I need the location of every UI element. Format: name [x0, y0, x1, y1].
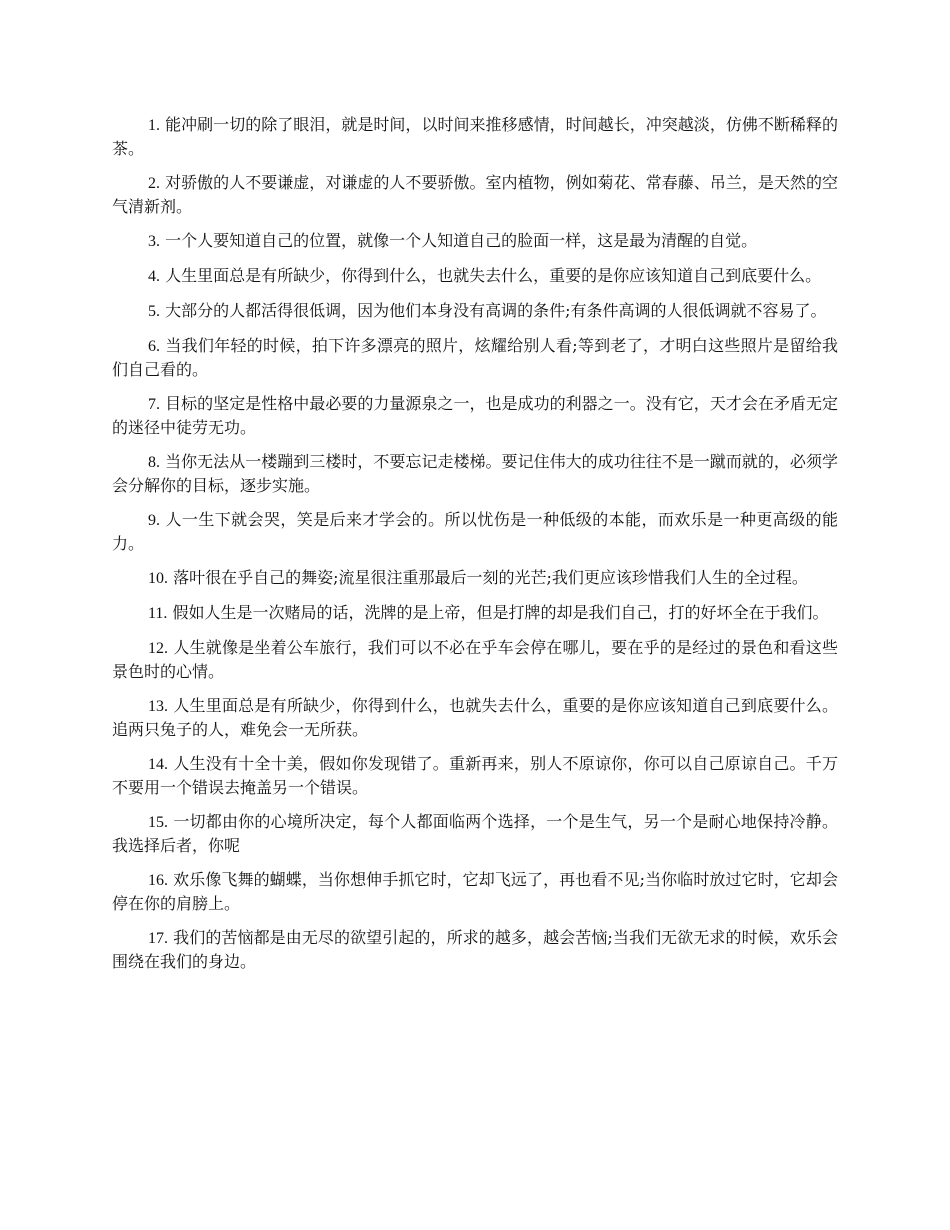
paragraph-10: [112, 566, 838, 590]
paragraph-text: 当我们年轻的时候，拍下许多漂亮的照片，炫耀给别人看;等到老了，才明白这些照片是留给我们自己看的。: [112, 336, 838, 379]
paragraph-15: [112, 810, 838, 857]
paragraph-1: [112, 113, 838, 160]
paragraph-number: 5.: [148, 303, 160, 320]
paragraph-9: [112, 508, 838, 555]
paragraph-text: 人生里面总是有所缺少，你得到什么，也就失去什么，重要的是你应该知道自己到底要什么。: [165, 266, 822, 285]
paragraph-text: 一切都由你的心境所决定，每个人都面临两个选择，一个是生气，另一个是耐心地保持冷静。我选择后者，你呢: [112, 812, 838, 855]
paragraph-number: 7.: [148, 396, 160, 413]
paragraph-text: 落叶很在乎自己的舞姿;流星很注重那最后一刻的光芒;我们更应该珍惜我们人生的全过程。: [173, 568, 808, 587]
paragraph-text: 欢乐像飞舞的蝴蝶，当你想伸手抓它时，它却飞远了，再也看不见;当你临时放过它时，它却会停在你的肩膀上。: [112, 870, 838, 913]
paragraph-number: 6.: [148, 338, 160, 355]
paragraph-number: 1.: [148, 117, 160, 134]
paragraph-11: [112, 601, 838, 625]
paragraph-text: 对骄傲的人不要谦虚，对谦虚的人不要骄傲。室内植物，例如菊花、常春藤、吊兰，是天然的空气清新剂。: [112, 173, 838, 216]
paragraph-7: [112, 392, 838, 439]
paragraph-text: 目标的坚定是性格中最必要的力量源泉之一，也是成功的利器之一。没有它，天才会在矛盾无定的迷径中徒劳无功。: [112, 394, 838, 437]
paragraph-text: 大部分的人都活得很低调，因为他们本身没有高调的条件;有条件高调的人很低调就不容易了。: [165, 301, 827, 320]
paragraph-number: 17.: [148, 930, 168, 947]
paragraph-text: 人生没有十全十美，假如你发现错了。重新再来，别人不原谅你，你可以自己原谅自己。千万不要用一个错误去掩盖另一个错误。: [112, 754, 838, 797]
paragraph-text: 人一生下就会哭，笑是后来才学会的。所以忧伤是一种低级的本能，而欢乐是一种更高级的能力。: [112, 510, 838, 553]
paragraph-number: 10.: [148, 570, 168, 587]
paragraph-text: 一个人要知道自己的位置，就像一个人知道自己的脸面一样，这是最为清醒的自觉。: [165, 231, 758, 250]
paragraph-13: [112, 694, 838, 741]
paragraph-number: 3.: [148, 233, 160, 250]
paragraph-3: [112, 229, 838, 253]
paragraph-8: [112, 450, 838, 497]
paragraph-text: 能冲刷一切的除了眼泪，就是时间，以时间来推移感情，时间越长，冲突越淡，仿佛不断稀释的茶。: [112, 115, 838, 158]
paragraph-number: 11.: [148, 605, 168, 622]
paragraph-number: 12.: [148, 640, 168, 657]
paragraph-12: [112, 636, 838, 683]
paragraph-text: 人生里面总是有所缺少，你得到什么，也就失去什么，重要的是你应该知道自己到底要什么。追两只兔子的人，难免会一无所获。: [112, 696, 838, 739]
paragraph-number: 16.: [148, 872, 168, 889]
paragraph-number: 4.: [148, 268, 160, 285]
paragraph-14: [112, 752, 838, 799]
paragraph-number: 13.: [148, 698, 168, 715]
paragraph-text: 我们的苦恼都是由无尽的欲望引起的，所求的越多，越会苦恼;当我们无欲无求的时候，欢乐会围绕在我们的身边。: [112, 928, 838, 971]
paragraph-number: 14.: [148, 756, 168, 773]
paragraph-6: [112, 334, 838, 381]
paragraph-5: [112, 299, 838, 323]
paragraph-16: [112, 868, 838, 915]
paragraph-2: [112, 171, 838, 218]
paragraph-number: 15.: [148, 814, 168, 831]
paragraph-number: 8.: [148, 454, 160, 471]
paragraph-number: 9.: [148, 512, 160, 529]
paragraph-4: [112, 264, 838, 288]
document-body: [112, 113, 838, 984]
paragraph-number: 2.: [148, 175, 160, 192]
paragraph-17: [112, 926, 838, 973]
paragraph-text: 人生就像是坐着公车旅行，我们可以不必在乎车会停在哪儿，要在乎的是经过的景色和看这些景色时的心情。: [112, 638, 838, 681]
paragraph-text: 当你无法从一楼蹦到三楼时，不要忘记走楼梯。要记住伟大的成功往往不是一蹴而就的，必须学会分解你的目标，逐步实施。: [112, 452, 838, 495]
paragraph-text: 假如人生是一次赌局的话，洗牌的是上帝，但是打牌的却是我们自己，打的好坏全在于我们。: [172, 603, 829, 622]
